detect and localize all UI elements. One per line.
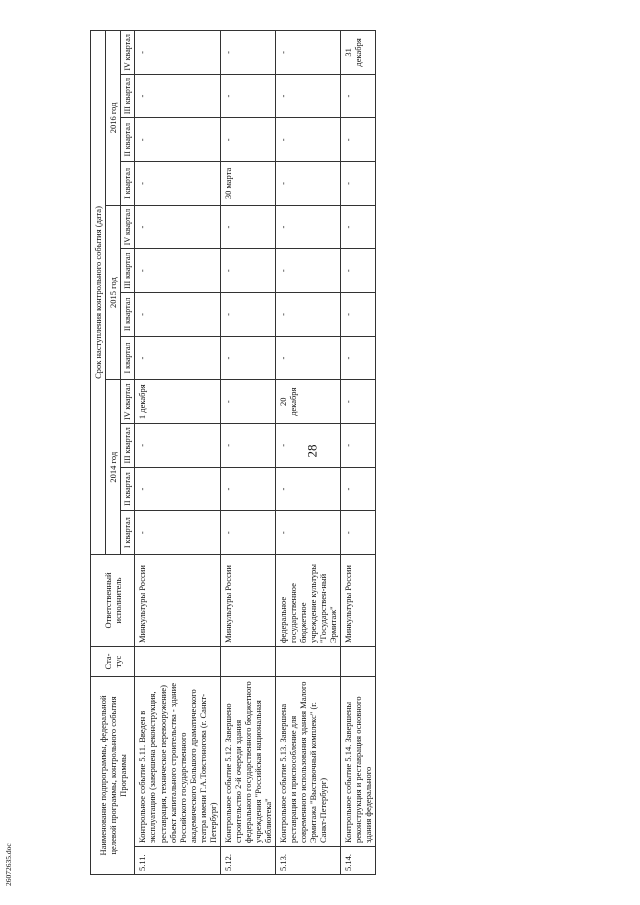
row-quarter-cell: - <box>220 74 275 118</box>
header-quarter: II квартал <box>121 467 135 511</box>
row-number: 5.11. <box>135 847 220 875</box>
document-id: 26072635.doc <box>4 843 13 886</box>
header-status: Ста-тус <box>91 647 135 677</box>
header-quarter: IV квартал <box>121 380 135 424</box>
row-quarter-cell: - <box>220 31 275 75</box>
row-quarter-cell: - <box>340 162 375 206</box>
row-quarter-cell: - <box>275 74 340 118</box>
row-quarter-cell: - <box>220 249 275 293</box>
row-quarter-cell: 1 декабря <box>135 380 220 424</box>
row-status <box>220 647 275 677</box>
row-number: 5.12. <box>220 847 275 875</box>
row-quarter-cell: - <box>340 249 375 293</box>
row-quarter-cell: - <box>220 467 275 511</box>
row-quarter-cell: 31 декабря <box>340 31 375 75</box>
header-quarter: I квартал <box>121 336 135 380</box>
row-event-name: Контрольное событие 5.14. Завершены реконструкция и реставрация основного здания федерального <box>340 677 375 847</box>
row-quarter-cell: - <box>340 205 375 249</box>
header-quarter: I квартал <box>121 511 135 555</box>
row-status <box>135 647 220 677</box>
row-quarter-cell: - <box>135 336 220 380</box>
row-responsible: Минкультуры России <box>135 555 220 647</box>
row-quarter-cell: - <box>275 162 340 206</box>
row-quarter-cell: - <box>220 205 275 249</box>
row-quarter-cell: - <box>135 293 220 337</box>
header-quarter: II квартал <box>121 293 135 337</box>
row-quarter-cell: - <box>220 380 275 424</box>
row-quarter-cell: - <box>275 249 340 293</box>
row-quarter-cell: - <box>220 118 275 162</box>
row-number: 5.14. <box>340 847 375 875</box>
header-quarter: III квартал <box>121 249 135 293</box>
row-quarter-cell: 30 марта <box>220 162 275 206</box>
row-quarter-cell: 20 декабря <box>275 380 340 424</box>
row-quarter-cell: - <box>135 74 220 118</box>
row-quarter-cell: - <box>135 511 220 555</box>
control-events-table-sheet <box>90 30 620 875</box>
page-number: 28 <box>304 444 320 458</box>
header-year-2016: 2016 год <box>106 31 121 206</box>
row-quarter-cell: - <box>275 467 340 511</box>
header-deadline: Срок наступления контрольного события (дата) <box>91 31 106 555</box>
row-quarter-cell: - <box>340 118 375 162</box>
header-quarter: IV квартал <box>121 31 135 75</box>
row-quarter-cell: - <box>275 511 340 555</box>
row-quarter-cell: - <box>135 467 220 511</box>
row-event-name: Контрольное событие 5.11. Введен в эксплуатацию (завершена реконструкция, реставрация, техническое перевооружение) объект капитального строительства - здание Российского государственного академического Большого драматического театра имени Г.А.Товстоногова (г. Санкт-Петербург) <box>135 677 220 847</box>
row-quarter-cell: - <box>275 293 340 337</box>
row-quarter-cell: - <box>340 467 375 511</box>
header-quarter: I квартал <box>121 162 135 206</box>
header-name: Наименование подпрограммы, федеральной целевой программы, контрольного события Программы <box>91 677 135 875</box>
row-quarter-cell: - <box>135 118 220 162</box>
row-quarter-cell: - <box>220 336 275 380</box>
row-quarter-cell: - <box>275 336 340 380</box>
table-row <box>340 31 375 875</box>
row-responsible: Минкультуры России <box>340 555 375 647</box>
row-number: 5.13. <box>275 847 340 875</box>
header-year-2014: 2014 год <box>106 380 121 555</box>
row-status <box>340 647 375 677</box>
header-responsible: Ответственный исполнитель <box>91 555 135 647</box>
row-quarter-cell: - <box>135 162 220 206</box>
header-quarter: III квартал <box>121 74 135 118</box>
row-quarter-cell: - <box>275 118 340 162</box>
header-year-2015: 2015 год <box>106 205 121 380</box>
row-quarter-cell: - <box>275 205 340 249</box>
row-quarter-cell: - <box>220 293 275 337</box>
row-quarter-cell: - <box>275 31 340 75</box>
row-quarter-cell: - <box>340 380 375 424</box>
row-quarter-cell: - <box>275 424 340 468</box>
row-responsible: Минкультуры России <box>220 555 275 647</box>
row-quarter-cell: - <box>340 511 375 555</box>
row-event-name: Контрольное событие 5.13. Завершена реставрация и приспособление для современного использования здания Малого Эрмитажа "Выставочный комплекс" (г. Санкт-Петербург) <box>275 677 340 847</box>
header-quarter: III квартал <box>121 424 135 468</box>
row-status <box>275 647 340 677</box>
control-events-table <box>90 30 376 875</box>
row-quarter-cell: - <box>135 205 220 249</box>
row-quarter-cell: - <box>135 31 220 75</box>
table-row <box>135 31 220 875</box>
header-quarter: IV квартал <box>121 205 135 249</box>
row-quarter-cell: - <box>220 424 275 468</box>
row-quarter-cell: - <box>135 424 220 468</box>
row-quarter-cell: - <box>340 293 375 337</box>
row-quarter-cell: - <box>340 424 375 468</box>
table-row <box>275 31 340 875</box>
row-event-name: Контрольное событие 5.12. Завершено строительство 2-й очереди здания федерального государственного бюджетного учреждения "Российская национальная библиотека" <box>220 677 275 847</box>
header-quarter: II квартал <box>121 118 135 162</box>
row-responsible: федеральное государственное бюджетное учреждение культуры "Государствен-ный Эрмитаж" <box>275 555 340 647</box>
row-quarter-cell: - <box>135 249 220 293</box>
row-quarter-cell: - <box>340 74 375 118</box>
row-quarter-cell: - <box>340 336 375 380</box>
table-row <box>220 31 275 875</box>
row-quarter-cell: - <box>220 511 275 555</box>
